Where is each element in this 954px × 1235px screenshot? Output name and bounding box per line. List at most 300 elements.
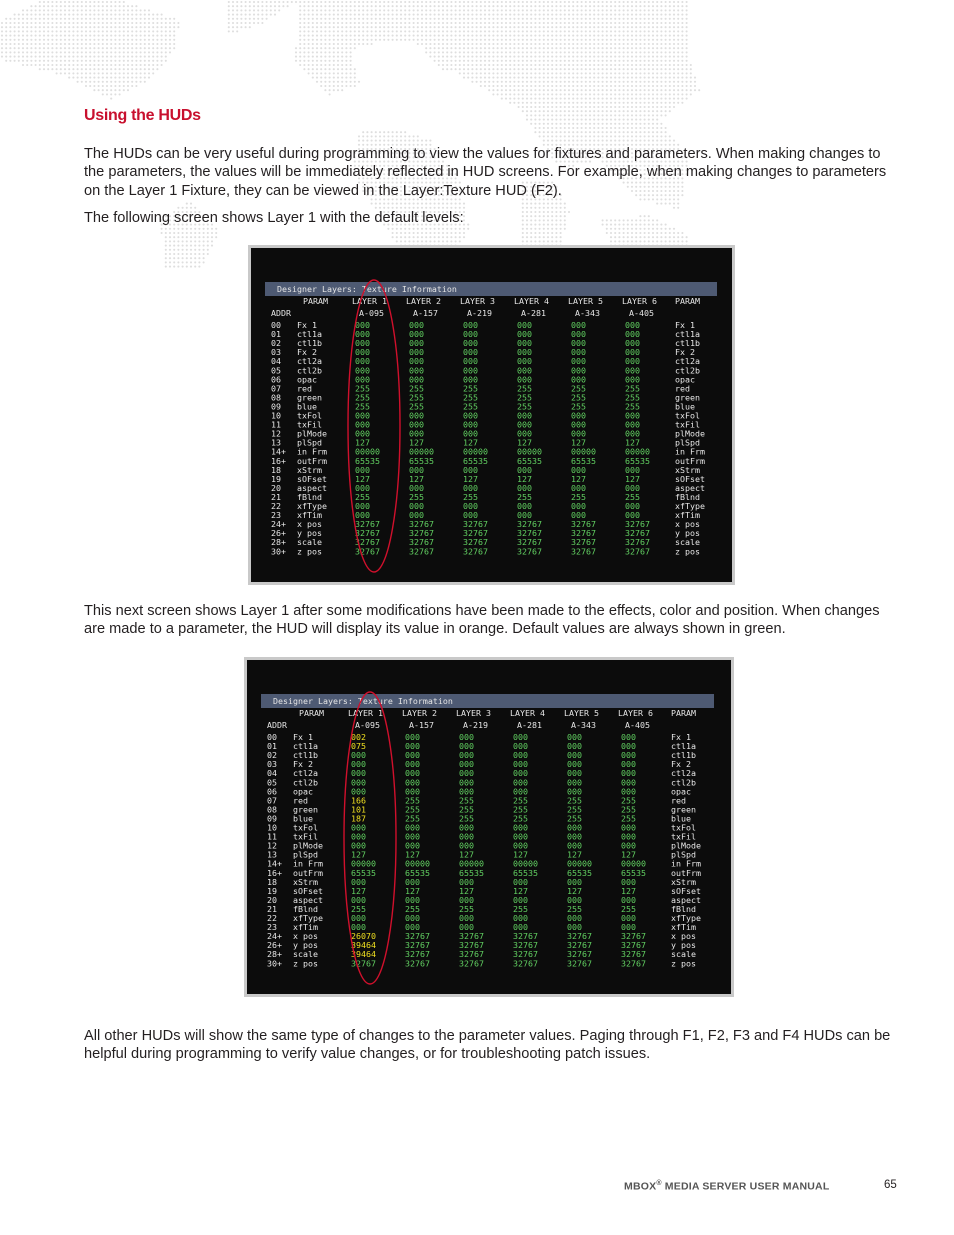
- hud-value-cell: 32767: [517, 519, 542, 530]
- hud-row-param: ctl2b: [297, 365, 322, 376]
- hud-value-cell: 000: [405, 831, 420, 842]
- hud-row-param-right: ctl1b: [675, 338, 700, 349]
- hud-row-param-right: aspect: [671, 894, 701, 905]
- hud-row-addr: 21: [271, 491, 281, 502]
- hud-layer-address: A-343: [571, 720, 596, 730]
- hud-value-cell: 000: [405, 759, 420, 770]
- hud-row-addr: 18: [271, 464, 281, 475]
- hud-value-cell: 255: [355, 491, 370, 502]
- hud-value-cell: 65535: [625, 455, 650, 466]
- hud-value-cell: 255: [409, 383, 424, 394]
- hud-value-cell: 32767: [571, 537, 596, 548]
- hud-value-cell: 000: [625, 419, 640, 430]
- hud-value-cell: 000: [459, 922, 474, 933]
- page-number: 65: [884, 1179, 897, 1191]
- hud-value-cell: 000: [463, 464, 478, 475]
- hud-col-param-right: PARAM: [675, 296, 700, 306]
- hud-value-cell: 000: [351, 894, 366, 905]
- hud-row-param-right: y pos: [675, 528, 700, 539]
- hud-value-cell: 000: [409, 374, 424, 385]
- hud-value-cell: 255: [571, 401, 586, 412]
- hud-value-cell: 32767: [571, 528, 596, 539]
- hud-value-cell: 000: [567, 777, 582, 788]
- hud-value-cell: 65535: [567, 867, 592, 878]
- hud-value-cell: 000: [355, 482, 370, 493]
- hud-screenshot-modified: [244, 657, 734, 997]
- hud-layer-header: LAYER 5: [568, 296, 603, 306]
- hud-row-addr: 20: [267, 894, 277, 905]
- hud-value-cell: 002: [351, 732, 366, 742]
- hud-layer-address: A-405: [625, 720, 650, 730]
- hud-value-cell: 32767: [409, 537, 434, 548]
- hud-row-addr: 03: [267, 759, 277, 770]
- hud-value-cell: 000: [625, 410, 640, 421]
- hud-value-cell: 000: [351, 786, 366, 797]
- hud-row-addr: 16+: [271, 455, 286, 466]
- hud-row-addr: 00: [271, 320, 281, 330]
- default-levels-caption: The following screen shows Layer 1 with the default levels:: [84, 210, 464, 226]
- hud-value-cell: 000: [571, 464, 586, 475]
- hud-row-param-right: ctl2b: [671, 777, 696, 788]
- hud-row-addr: 22: [271, 501, 281, 511]
- hud-value-cell: 32767: [517, 546, 542, 557]
- hud-value-cell: 000: [351, 750, 366, 761]
- hud-value-cell: 000: [517, 338, 532, 349]
- hud-value-cell: 000: [517, 356, 532, 367]
- hud-row-param-right: plMode: [675, 428, 705, 439]
- hud-value-cell: 32767: [513, 931, 538, 942]
- hud-row-param-right: xStrm: [671, 876, 696, 887]
- hud-value-cell: 255: [571, 392, 586, 403]
- hud-value-cell: 000: [621, 741, 636, 752]
- hud-value-cell: 000: [409, 365, 424, 376]
- hud-row-param-right: aspect: [675, 482, 705, 493]
- hud-value-cell: 255: [355, 401, 370, 412]
- hud-value-cell: 000: [571, 482, 586, 493]
- hud-row-addr: 14+: [267, 858, 282, 869]
- hud-row-addr: 08: [271, 392, 281, 403]
- hud-layer-header: LAYER 6: [622, 296, 657, 306]
- hud-row-addr: 26+: [271, 528, 286, 539]
- hud-row-param-right: x pos: [671, 931, 696, 942]
- hud-value-cell: 00000: [351, 858, 376, 869]
- hud-value-cell: 000: [459, 741, 474, 752]
- hud-row-addr: 24+: [271, 519, 286, 530]
- hud-value-cell: 000: [355, 510, 370, 521]
- hud-row-param: opac: [297, 374, 317, 385]
- hud-value-cell: 255: [459, 795, 474, 806]
- hud-row-param-right: opac: [675, 374, 695, 385]
- hud-value-cell: 000: [567, 913, 582, 923]
- hud-value-cell: 000: [355, 428, 370, 439]
- hud-value-cell: 255: [459, 804, 474, 815]
- hud-value-cell: 000: [621, 732, 636, 742]
- hud-row-addr: 02: [267, 750, 277, 761]
- hud-row-param-right: green: [675, 392, 700, 403]
- hud-value-cell: 000: [351, 876, 366, 887]
- hud-row-param-right: txFil: [675, 419, 700, 430]
- hud-row-param: fBlnd: [293, 903, 318, 914]
- hud-row-param: xfTim: [293, 922, 318, 933]
- footer-manual-title: [624, 1180, 829, 1193]
- hud-value-cell: 255: [621, 813, 636, 824]
- hud-row-param-right: ctl1a: [675, 329, 700, 340]
- footer-registered-mark: ®: [656, 1180, 662, 1187]
- hud-row-addr: 13: [267, 849, 277, 860]
- hud-value-cell: 255: [409, 392, 424, 403]
- hud-row-addr: 06: [271, 374, 281, 385]
- hud-value-cell: 65535: [409, 455, 434, 466]
- hud-row-addr: 07: [271, 383, 281, 394]
- hud-row-addr: 04: [267, 768, 277, 779]
- hud-value-cell: 000: [459, 876, 474, 887]
- hud-value-cell: 39464: [351, 940, 376, 951]
- hud-value-cell: 000: [459, 894, 474, 905]
- hud-row-addr: 02: [271, 338, 281, 349]
- hud-value-cell: 127: [405, 849, 420, 860]
- hud-value-cell: 255: [621, 804, 636, 815]
- hud-value-cell: 127: [513, 849, 528, 860]
- hud-row-param: ctl1b: [293, 750, 318, 761]
- hud-row-param-right: sOFset: [675, 473, 705, 484]
- hud-row-param-right: fBlnd: [675, 491, 700, 502]
- hud-row-param: Fx 2: [293, 759, 313, 770]
- hud-value-cell: 000: [571, 501, 586, 511]
- hud-value-cell: 000: [355, 419, 370, 430]
- hud-row-param: z pos: [293, 958, 318, 969]
- hud-row-addr: 12: [267, 840, 277, 851]
- hud-value-cell: 255: [517, 491, 532, 502]
- hud-value-cell: 000: [459, 777, 474, 788]
- hud-value-cell: 32767: [621, 949, 646, 960]
- hud-value-cell: 000: [351, 759, 366, 770]
- hud-value-cell: 000: [513, 786, 528, 797]
- hud-row-param: ctl1a: [293, 741, 318, 752]
- hud-row-addr: 01: [271, 329, 281, 340]
- hud-value-cell: 000: [405, 876, 420, 887]
- hud-row-param: plMode: [293, 840, 323, 851]
- hud-value-cell: 32767: [351, 958, 376, 969]
- hud-row-param: plSpd: [297, 437, 322, 448]
- hud-value-cell: 000: [405, 768, 420, 779]
- hud-row-param: fBlnd: [297, 491, 322, 502]
- hud-value-cell: 000: [621, 840, 636, 851]
- hud-row-param-right: xfType: [671, 913, 701, 923]
- hud-row-param: xStrm: [297, 464, 322, 475]
- hud-row-addr: 12: [271, 428, 281, 439]
- hud-value-cell: 000: [409, 347, 424, 358]
- hud-value-cell: 255: [517, 401, 532, 412]
- hud-value-cell: 255: [517, 392, 532, 403]
- hud-value-cell: 000: [351, 822, 366, 833]
- hud-value-cell: 127: [463, 437, 478, 448]
- hud-value-cell: 32767: [463, 519, 488, 530]
- hud-value-cell: 000: [513, 759, 528, 770]
- modified-levels-paragraph: This next screen shows Layer 1 after some modifications have been made to the effects, color and position. When changes are made to a parameter, the HUD will display its value in orange. Default values are always shown in green.: [84, 603, 880, 638]
- hud-value-cell: 000: [571, 356, 586, 367]
- hud-value-cell: 000: [625, 347, 640, 358]
- hud-value-cell: 000: [463, 428, 478, 439]
- hud-row-param: green: [293, 804, 318, 815]
- hud-value-cell: 255: [621, 903, 636, 914]
- hud-value-cell: 127: [459, 885, 474, 896]
- hud-value-cell: 32767: [571, 546, 596, 557]
- hud-value-cell: 255: [625, 383, 640, 394]
- hud-value-cell: 127: [621, 849, 636, 860]
- hud-value-cell: 000: [405, 732, 420, 742]
- hud-row-param: txFol: [297, 410, 322, 421]
- hud-value-cell: 255: [513, 804, 528, 815]
- hud-row-param: xStrm: [293, 876, 318, 887]
- hud-row-param: ctl2a: [293, 768, 318, 779]
- hud-value-cell: 000: [625, 374, 640, 385]
- hud-value-cell: 32767: [517, 528, 542, 539]
- hud-row-addr: 23: [267, 922, 277, 933]
- hud-value-cell: 000: [567, 741, 582, 752]
- hud-value-cell: 255: [621, 795, 636, 806]
- hud-value-cell: 255: [459, 813, 474, 824]
- hud-value-cell: 00000: [459, 858, 484, 869]
- hud-row-param-right: opac: [671, 786, 691, 797]
- hud-value-cell: 00000: [621, 858, 646, 869]
- hud-value-cell: 000: [625, 501, 640, 511]
- hud-value-cell: 255: [463, 392, 478, 403]
- hud-value-cell: 000: [513, 822, 528, 833]
- hud-row-param-right: plSpd: [675, 437, 700, 448]
- hud-value-cell: 000: [405, 822, 420, 833]
- hud-value-cell: 127: [355, 473, 370, 484]
- hud-value-cell: 000: [351, 777, 366, 788]
- hud-value-cell: 32767: [567, 958, 592, 969]
- hud-value-cell: 000: [355, 365, 370, 376]
- hud-value-cell: 000: [567, 822, 582, 833]
- hud-value-cell: 255: [463, 401, 478, 412]
- hud-value-cell: 000: [625, 329, 640, 340]
- hud-value-cell: 000: [621, 922, 636, 933]
- hud-value-cell: 000: [463, 329, 478, 340]
- hud-value-cell: 65535: [571, 455, 596, 466]
- hud-value-cell: 127: [409, 437, 424, 448]
- hud-row-param: opac: [293, 786, 313, 797]
- hud-value-cell: 32767: [409, 546, 434, 557]
- hud-value-cell: 32767: [355, 528, 380, 539]
- hud-value-cell: 000: [409, 510, 424, 521]
- hud-value-cell: 000: [513, 831, 528, 842]
- hud-value-cell: 000: [355, 347, 370, 358]
- hud-value-cell: 32767: [355, 537, 380, 548]
- hud-row-param-right: xfTim: [675, 510, 700, 521]
- hud-value-cell: 32767: [621, 940, 646, 951]
- hud-value-cell: 000: [513, 741, 528, 752]
- hud-row-param: txFil: [297, 419, 322, 430]
- hud-row-param-right: plMode: [671, 840, 701, 851]
- hud-row-addr: 09: [271, 401, 281, 412]
- hud-row-param-right: ctl2a: [675, 356, 700, 367]
- hud-value-cell: 000: [513, 750, 528, 761]
- hud-row-addr: 20: [271, 482, 281, 493]
- hud-layer-address: A-157: [413, 308, 438, 318]
- hud-row-param: red: [293, 795, 308, 806]
- hud-value-cell: 000: [571, 419, 586, 430]
- hud-row-addr: 16+: [267, 867, 282, 878]
- hud-row-addr: 10: [267, 822, 277, 833]
- hud-value-cell: 32767: [621, 931, 646, 942]
- hud-value-cell: 255: [571, 491, 586, 502]
- hud-value-cell: 000: [517, 347, 532, 358]
- hud-row-param: ctl1a: [297, 329, 322, 340]
- hud-value-cell: 127: [463, 473, 478, 484]
- hud-row-param-right: xfTim: [671, 922, 696, 933]
- hud-value-cell: 127: [513, 885, 528, 896]
- hud-value-cell: 000: [567, 768, 582, 779]
- hud-value-cell: 000: [409, 356, 424, 367]
- hud-value-cell: 32767: [567, 949, 592, 960]
- hud-row-param-right: z pos: [671, 958, 696, 969]
- hud-value-cell: 000: [351, 840, 366, 851]
- hud-row-param-right: scale: [675, 537, 700, 548]
- world-map-dot-background: [0, 0, 954, 280]
- hud-row-param-right: Fx 1: [671, 732, 691, 742]
- hud-value-cell: 000: [513, 913, 528, 923]
- hud-row-param-right: plSpd: [671, 849, 696, 860]
- hud-value-cell: 00000: [567, 858, 592, 869]
- hud-value-cell: 000: [513, 732, 528, 742]
- hud-layer-address: A-219: [467, 308, 492, 318]
- hud-value-cell: 255: [463, 383, 478, 394]
- hud-value-cell: 65535: [513, 867, 538, 878]
- hud-value-cell: 000: [409, 329, 424, 340]
- hud-value-cell: 127: [459, 849, 474, 860]
- hud-value-cell: 00000: [405, 858, 430, 869]
- hud-value-cell: 000: [571, 320, 586, 330]
- hud-row-param: ctl2b: [293, 777, 318, 788]
- hud-value-cell: 000: [571, 365, 586, 376]
- hud-value-cell: 000: [409, 501, 424, 511]
- hud-row-param: sOFset: [297, 473, 327, 484]
- hud-value-cell: 000: [351, 831, 366, 842]
- hud-value-cell: 000: [409, 428, 424, 439]
- hud-value-cell: 000: [625, 356, 640, 367]
- hud-value-cell: 127: [567, 885, 582, 896]
- hud-value-cell: 127: [351, 885, 366, 896]
- hud-row-param: green: [297, 392, 322, 403]
- hud-value-cell: 000: [517, 320, 532, 330]
- hud-value-cell: 00000: [517, 446, 542, 457]
- hud-value-cell: 255: [567, 903, 582, 914]
- hud-col-addr: ADDR: [271, 308, 291, 318]
- hud-row-param-right: txFol: [675, 410, 700, 421]
- hud-value-cell: 127: [409, 473, 424, 484]
- hud-row-addr: 28+: [267, 949, 282, 960]
- hud-value-cell: 000: [567, 732, 582, 742]
- hud-value-cell: 000: [517, 464, 532, 475]
- hud-row-param: z pos: [297, 546, 322, 557]
- hud-value-cell: 000: [517, 482, 532, 493]
- hud-row-param-right: outFrm: [671, 867, 701, 878]
- hud-row-param-right: x pos: [675, 519, 700, 530]
- hud-value-cell: 000: [621, 894, 636, 905]
- hud-value-cell: 65535: [517, 455, 542, 466]
- hud-value-cell: 32767: [513, 949, 538, 960]
- hud-row-param-right: Fx 2: [671, 759, 691, 770]
- hud-value-cell: 000: [625, 320, 640, 330]
- hud-value-cell: 255: [567, 813, 582, 824]
- hud-value-cell: 32767: [355, 546, 380, 557]
- hud-value-cell: 127: [567, 849, 582, 860]
- hud-value-cell: 000: [517, 365, 532, 376]
- hud-value-cell: 127: [571, 437, 586, 448]
- hud-value-cell: 127: [355, 437, 370, 448]
- hud-value-cell: 32767: [405, 949, 430, 960]
- hud-value-cell: 000: [567, 894, 582, 905]
- hud-row-param: blue: [293, 813, 313, 824]
- hud-row-param: in Frm: [297, 446, 327, 457]
- hud-row-param: Fx 1: [297, 320, 317, 330]
- hud-value-cell: 32767: [513, 958, 538, 969]
- hud-value-cell: 000: [463, 347, 478, 358]
- hud-value-cell: 000: [405, 913, 420, 923]
- hud-layer-header: LAYER 1: [352, 296, 387, 306]
- hud-value-cell: 255: [517, 383, 532, 394]
- hud-row-param-right: ctl1a: [671, 741, 696, 752]
- hud-value-cell: 000: [355, 356, 370, 367]
- hud-value-cell: 255: [405, 804, 420, 815]
- hud-value-cell: 000: [351, 922, 366, 933]
- hud-value-cell: 32767: [625, 528, 650, 539]
- hud-layer-header: LAYER 5: [564, 708, 599, 718]
- hud-value-cell: 000: [355, 501, 370, 511]
- hud-row-addr: 07: [267, 795, 277, 806]
- hud-col-param: PARAM: [303, 296, 328, 306]
- hud-row-addr: 01: [267, 741, 277, 752]
- hud-row-addr: 00: [267, 732, 277, 742]
- hud-row-param: outFrm: [297, 455, 327, 466]
- hud-value-cell: 000: [621, 777, 636, 788]
- hud-value-cell: 000: [625, 338, 640, 349]
- hud-row-param: x pos: [297, 519, 322, 530]
- hud-value-cell: 127: [621, 885, 636, 896]
- hud-row-addr: 08: [267, 804, 277, 815]
- hud-value-cell: 255: [459, 903, 474, 914]
- hud-row-param: aspect: [293, 894, 323, 905]
- hud-value-cell: 32767: [405, 940, 430, 951]
- hud-value-cell: 000: [355, 329, 370, 340]
- hud-value-cell: 000: [463, 338, 478, 349]
- hud-value-cell: 255: [625, 491, 640, 502]
- hud-value-cell: 000: [567, 922, 582, 933]
- hud-value-cell: 32767: [625, 519, 650, 530]
- hud-row-addr: 14+: [271, 446, 286, 457]
- hud-value-cell: 32767: [567, 940, 592, 951]
- hud-value-cell: 101: [351, 804, 366, 815]
- hud-col-addr: ADDR: [267, 720, 287, 730]
- hud-row-addr: 10: [271, 410, 281, 421]
- hud-value-cell: 000: [517, 410, 532, 421]
- hud-value-cell: 127: [517, 437, 532, 448]
- hud-value-cell: 32767: [513, 940, 538, 951]
- hud-value-cell: 32767: [409, 528, 434, 539]
- hud-value-cell: 32767: [459, 958, 484, 969]
- hud-value-cell: 255: [405, 795, 420, 806]
- hud-value-cell: 000: [567, 750, 582, 761]
- hud-row-param-right: ctl1b: [671, 750, 696, 761]
- hud-value-cell: 000: [625, 482, 640, 493]
- hud-value-cell: 000: [625, 365, 640, 376]
- hud-row-addr: 28+: [271, 537, 286, 548]
- hud-value-cell: 00000: [513, 858, 538, 869]
- hud-value-cell: 000: [571, 374, 586, 385]
- hud-value-cell: 255: [567, 804, 582, 815]
